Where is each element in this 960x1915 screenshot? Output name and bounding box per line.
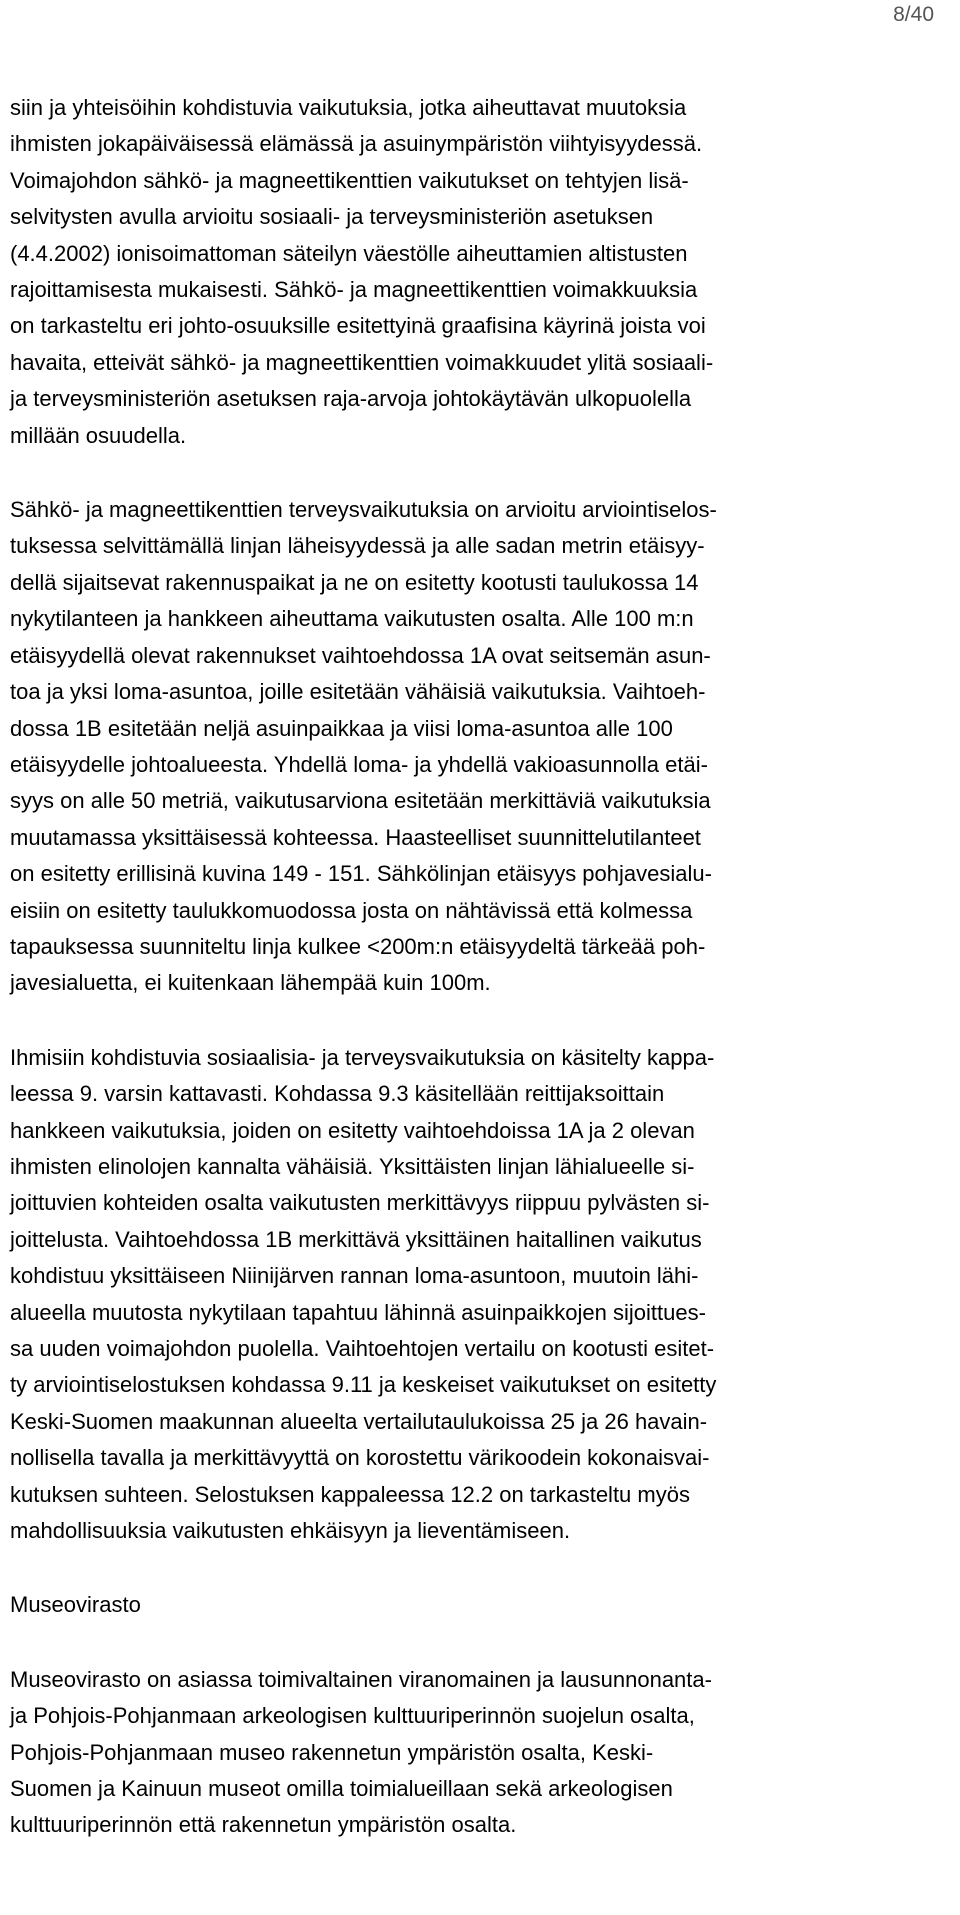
text-line: hankkeen vaikutuksia, joiden on esitetty vaihtoehdoissa 1A ja 2 olevan: [10, 1117, 695, 1143]
text-line: etäisyydellä olevat rakennukset vaihtoehdossa 1A ovat seitsemän asun-: [10, 642, 711, 668]
text-line: Keski-Suomen maakunnan alueelta vertailutaulukoissa 25 ja 26 havain-: [10, 1408, 708, 1434]
text-line: (4.4.2002) ionisoimattoman säteilyn väestölle aiheuttamien altistusten: [10, 240, 688, 266]
text-line: toa ja yksi loma-asuntoa, joille esitetään vähäisiä vaikutuksia. Vaihtoeh-: [10, 679, 706, 705]
text-line: dellä sijaitsevat rakennuspaikat ja ne on esitetty kootusti taulukossa 14: [10, 569, 699, 595]
text-line: on esitetty erillisinä kuvina 149 - 151. Sähkölinjan etäisyys pohjavesialu-: [10, 861, 712, 887]
text-line: Pohjois-Pohjanmaan museo rakennetun ympäristön osalta, Keski-: [10, 1739, 654, 1765]
text-line: eisiin on esitetty taulukkomuodossa josta on nähtävissä että kolmessa: [10, 897, 693, 923]
text-line: dossa 1B esitetään neljä asuinpaikkaa ja viisi loma-asuntoa alle 100: [10, 715, 673, 741]
text-line: millään osuudella.: [10, 422, 187, 448]
text-line: Suomen ja Kainuun museot omilla toimialueillaan sekä arkeologisen: [10, 1776, 673, 1802]
text-line: siin ja yhteisöihin kohdistuvia vaikutuksia, jotka aiheuttavat muutoksia: [10, 95, 687, 120]
text-line: kulttuuriperinnön että rakennetun ympäristön osalta.: [10, 1812, 517, 1838]
text-line: ja Pohjois-Pohjanmaan arkeologisen kulttuuriperinnön suojelun osalta,: [10, 1703, 695, 1729]
paragraph-1: [10, 90, 930, 454]
text-line: javesialuetta, ei kuitenkaan lähempää kuin 100m.: [10, 970, 491, 996]
text-line: muutamassa yksittäisessä kohteessa. Haasteelliset suunnittelutilanteet: [10, 824, 701, 850]
paragraph-2: [10, 492, 930, 1002]
text-line: havaita, etteivät sähkö- ja magneettikenttien voimakkuudet ylitä sosiaali-: [10, 349, 714, 375]
text-line: Sähkö- ja magneettikenttien terveysvaikutuksia on arvioitu arviointiselos-: [10, 497, 717, 523]
paragraph-spacer: [10, 1624, 930, 1662]
text-line: selvitysten avulla arvioitu sosiaali- ja terveysministeriön asetuksen: [10, 204, 654, 230]
text-line: rajoittamisesta mukaisesti. Sähkö- ja magneettikenttien voimakkuuksia: [10, 277, 698, 303]
text-line: Voimajohdon sähkö- ja magneettikenttien vaikutukset on tehtyjen lisä-: [10, 167, 689, 193]
text-line: ihmisten elinolojen kannalta vähäisiä. Yksittäisten linjan lähialueelle si-: [10, 1153, 695, 1179]
text-line: alueella muutosta nykytilaan tapahtuu lähinnä asuinpaikkojen sijoittues-: [10, 1299, 706, 1325]
text-line: joittelusta. Vaihtoehdossa 1B merkittävä yksittäinen haitallinen vaikutus: [10, 1226, 702, 1252]
paragraph-spacer: [10, 454, 930, 492]
paragraph-spacer: [10, 1002, 930, 1040]
text-line: nollisella tavalla ja merkittävyyttä on korostettu värikoodein kokonaisvai-: [10, 1445, 710, 1471]
section-heading: Museovirasto: [10, 1592, 141, 1618]
text-line: ihmisten jokapäiväisessä elämässä ja asuinympäristön viihtyisyydessä.: [10, 131, 703, 157]
text-line: leessa 9. varsin kattavasti. Kohdassa 9.3 käsitellään reittijaksoittain: [10, 1081, 665, 1107]
text-line: joittuvien kohteiden osalta vaikutusten merkittävyys riippuu pylvästen si-: [10, 1190, 710, 1216]
text-line: mahdollisuuksia vaikutusten ehkäisyyn ja lieventämiseen.: [10, 1518, 571, 1544]
text-line: Museovirasto on asiassa toimivaltainen viranomainen ja lausunnonanta-: [10, 1666, 712, 1692]
text-line: Ihmisiin kohdistuvia sosiaalisia- ja terveysvaikutuksia on käsitelty kappa-: [10, 1044, 715, 1070]
text-line: ty arviointiselostuksen kohdassa 9.11 ja keskeiset vaikutukset on esitetty: [10, 1372, 717, 1398]
paragraph-4: [10, 1662, 930, 1844]
document-body: [10, 90, 930, 1844]
paragraph-spacer: [10, 1549, 930, 1587]
text-line: nykytilanteen ja hankkeen aiheuttama vaikutusten osalta. Alle 100 m:n: [10, 606, 694, 632]
text-line: ja terveysministeriön asetuksen raja-arvoja johtokäytävän ulkopuolella: [10, 386, 692, 412]
text-line: kohdistuu yksittäiseen Niinijärven rannan loma-asuntoon, muutoin lähi-: [10, 1263, 699, 1289]
paragraph-3: [10, 1040, 930, 1550]
text-line: kutuksen suhteen. Selostuksen kappaleessa 12.2 on tarkasteltu myös: [10, 1481, 690, 1507]
text-line: tuksessa selvittämällä linjan läheisyydessä ja alle sadan metrin etäisyy-: [10, 533, 705, 559]
text-line: sa uuden voimajohdon puolella. Vaihtoehtojen vertailu on kootusti esitet-: [10, 1336, 715, 1361]
text-line: syys on alle 50 metriä, vaikutusarviona esitetään merkittäviä vaikutuksia: [10, 788, 711, 814]
page-number: 8/40: [893, 3, 934, 26]
text-line: tapauksessa suunniteltu linja kulkee <200m:n etäisyydeltä tärkeää poh-: [10, 933, 706, 959]
text-line: on tarkasteltu eri johto-osuuksille esitettyinä graafisina käyrinä joista voi: [10, 313, 706, 339]
text-line: etäisyydelle johtoalueesta. Yhdellä loma- ja yhdellä vakioasunnolla etäi-: [10, 751, 708, 777]
